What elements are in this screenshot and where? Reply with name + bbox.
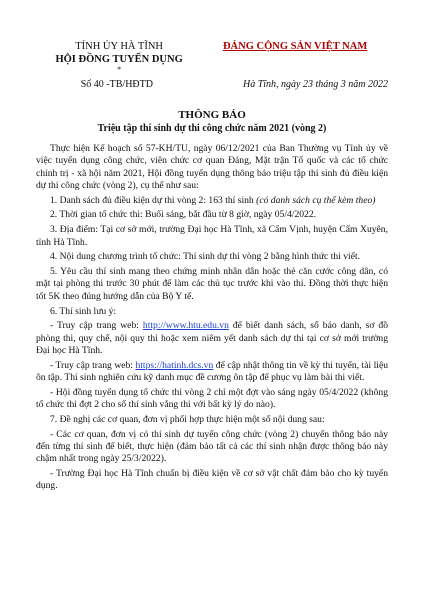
document-body [36, 143, 388, 493]
item-7b: - Trường Đại học Hà Tĩnh chuẩn bị điều kiện về cơ sở vật chất đảm bảo cho kỳ tuyển dụng. [36, 468, 388, 492]
issuer-parent-org: TỈNH ỦY HÀ TĨNH [75, 41, 163, 52]
item-7a: - Các cơ quan, đơn vị có thí sinh dự tuyển công chức (vòng 2) chuyển thông báo này đến từng thí sinh để biết, thực hiện (đảm bảo tất cả các thí sinh nhận được thông báo này chậm nhất trong ngày 25/3/2022). [36, 428, 388, 465]
star-mark: * [117, 65, 122, 74]
item-1-text: 1. Danh sách đủ điều kiện dự thi vòng 2: 163 thí sinh [50, 194, 254, 206]
document-date: Hà Tĩnh, ngày 23 tháng 3 năm 2022 [243, 79, 388, 90]
item-7: 7. Đề nghị các cơ quan, đơn vị phối hợp thực hiện một số nội dung sau: [50, 413, 325, 425]
party-name: ĐẢNG CỘNG SẢN VIỆT NAM [222, 41, 368, 52]
note-2-post: để cập nhật thông tin về kỳ thi tuyển, tài liệu ôn tập. Thí sinh nghiên cứu kỹ danh mục đề cương ôn tập để phục vụ làm bài thi viết. [36, 359, 388, 384]
item-6: 6. Thí sinh lưu ý: [50, 305, 117, 317]
intro-paragraph: Thực hiện Kế hoạch số 57-KH/TU, ngày 06/12/2021 của Ban Thường vụ Tỉnh ủy về việc tuyển dụng công chức, viên chức cơ quan Đảng, Mặt trận Tổ quốc và các tổ chức chính trị - xã hội năm 2021, Hội đồng tuyển dụng thông báo triệu tập thí sinh đủ điều kiện dự thi công chức (vòng 2), cụ thể như sau: [36, 143, 388, 191]
party-block [202, 40, 388, 74]
htu-website-link[interactable]: http://www.htu.edu.vn [142, 320, 229, 332]
item-4: 4. Nội dung chương trình tổ chức: Thí sinh dự thi vòng 2 bằng hình thức thi viết. [50, 251, 361, 263]
note-1 [36, 320, 388, 357]
document-number: Số 40 -TB/HĐTD [80, 79, 153, 90]
note-1-pre: - Truy cập trang web: [50, 320, 143, 332]
item-5: 5. Yêu cầu thí sinh mang theo chứng minh nhân dân hoặc thẻ căn cước công dân, có mặt tại phòng thi trước 30 phút để làm các thủ tục trước khi vào thi. Đồng thời thực hiện tốt 5K theo đúng hướng dẫn của Bộ Y tế. [36, 266, 388, 302]
number-date-row [36, 78, 388, 91]
document-header [36, 40, 388, 74]
issuer-org: HỘI ĐỒNG TUYỂN DỤNG [55, 54, 183, 65]
dcs-website-link[interactable]: https://hatinh.dcs.vn [135, 359, 214, 371]
note-1-post: để biết danh sách, số báo danh, sơ đồ phòng thi, quy chế, nội quy thi hoặc xem niêm yết danh sách dự thi tại cơ sở mới trường Đại học Hà Tĩnh. [36, 320, 389, 356]
note-2 [36, 360, 388, 385]
note-3: - Hội đồng tuyển dụng tổ chức thi vòng 2 chỉ một đợt vào sáng ngày 05/4/2022 (không tổ chức thi đợt 2 cho số thí sinh vắng thi với bất kỳ lý do nào). [36, 386, 388, 411]
document-title: THÔNG BÁO [178, 109, 246, 121]
item-1-note: (có danh sách cụ thể kèm theo) [256, 194, 376, 206]
item-1 [36, 195, 388, 207]
issuer-block [36, 40, 202, 74]
note-2-pre: - Truy cập trang web: [50, 359, 136, 371]
item-2: 2. Thời gian tổ chức thi: Buổi sáng, bắt đầu từ 8 giờ, ngày 05/4/2022. [50, 209, 317, 221]
document-subtitle: Triệu tập thí sinh dự thi công chức năm 2021 (vòng 2) [97, 123, 327, 134]
item-3: 3. Địa điểm: Tại cơ sở mới, trường Đại học Hà Tĩnh, xã Cẩm Vịnh, huyện Cẩm Xuyên, tỉnh Hà Tĩnh. [36, 224, 388, 248]
